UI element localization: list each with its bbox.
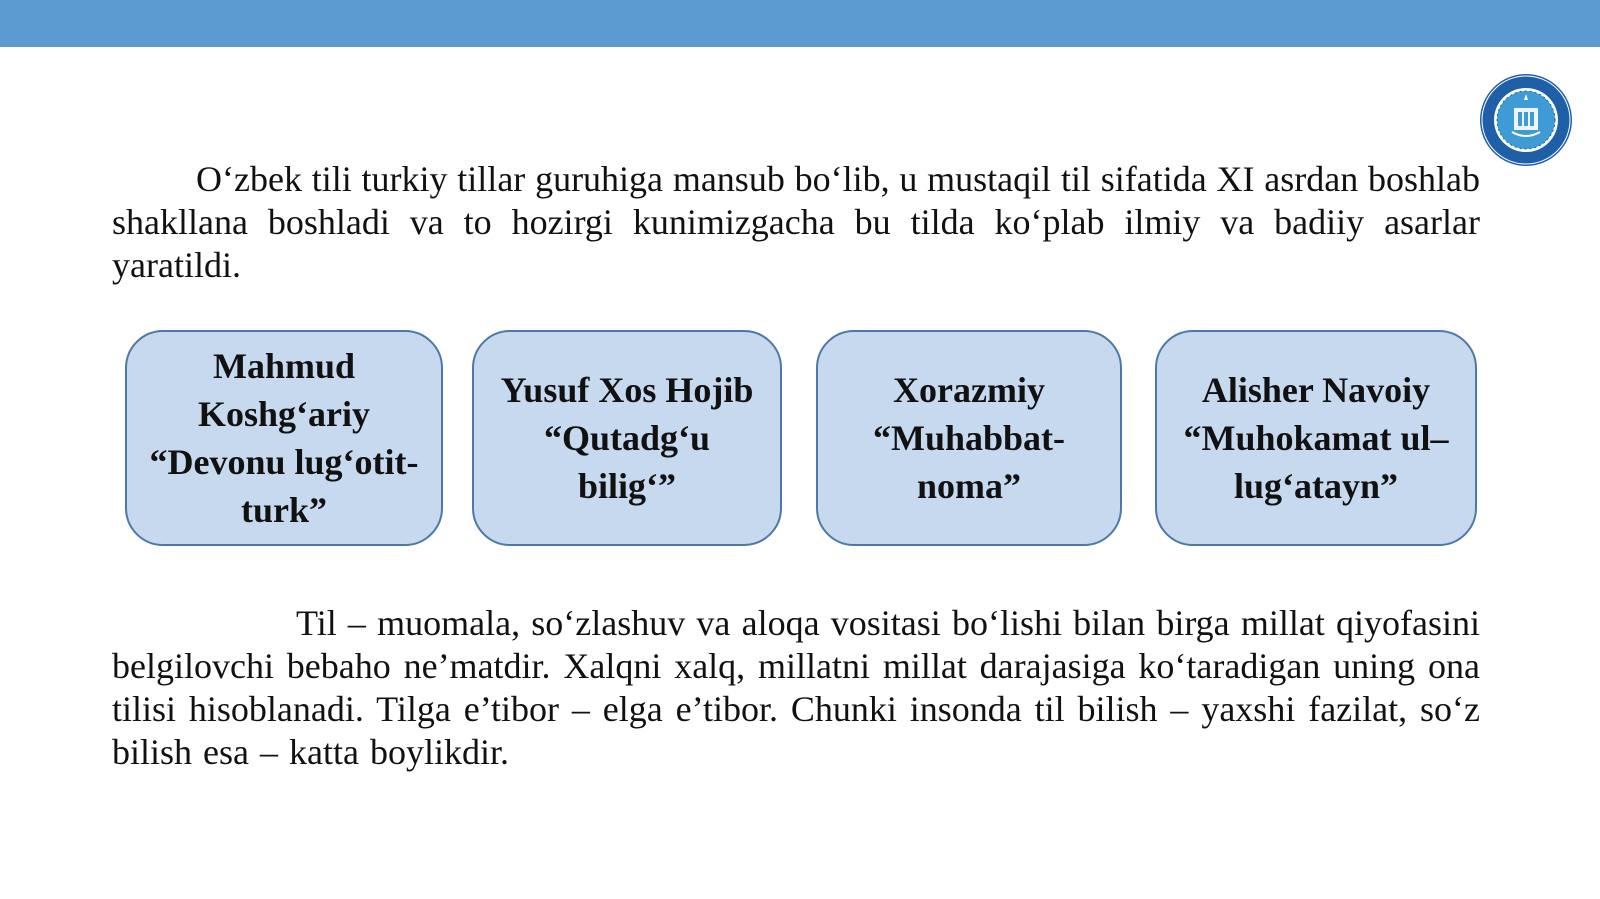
author-card-yusuf-xos-hojib [472,330,782,546]
author-card-label: Xorazmiy “Muhabbat-noma” [872,370,1066,506]
author-card-xorazmiy [816,330,1122,546]
intro-paragraph: O‘zbek tili turkiy tillar guruhiga mansub bo‘lib, u mustaqil til sifatida XI asrdan boshlab shakllana boshladi va to hozirgi kunimizgacha bu tilda ko‘plab ilmiy va badiiy asarlar yaratildi. [112,159,1480,285]
author-card-label: Yusuf Xos Hojib “Qutadg‘u bilig‘” [500,370,754,506]
author-card-label: Alisher Navoiy “Muhokamat ul–lug‘atayn” [1183,370,1449,506]
university-seal-icon [1478,72,1574,168]
closing-paragraph: Til – muomala, so‘zlashuv va aloqa vositasi bo‘lishi bilan birga millat qiyofasini belgilovchi bebaho ne’matdir. Xalqni xalq, millatni millat darajasiga ko‘taradigan uning ona tilisi hisoblanadi. Tilga e’tibor – elga e’tibor. Chunki insonda til bilish – yaxshi fazilat, so‘z bilish esa – katta boylikdir. [112,603,1480,772]
author-card-navoiy [1155,330,1477,546]
header-bar [0,0,1600,47]
author-card-koshgariy [125,330,443,546]
author-card-label: Mahmud Koshg‘ariy “Devonu lug‘otit-turk” [149,346,419,530]
